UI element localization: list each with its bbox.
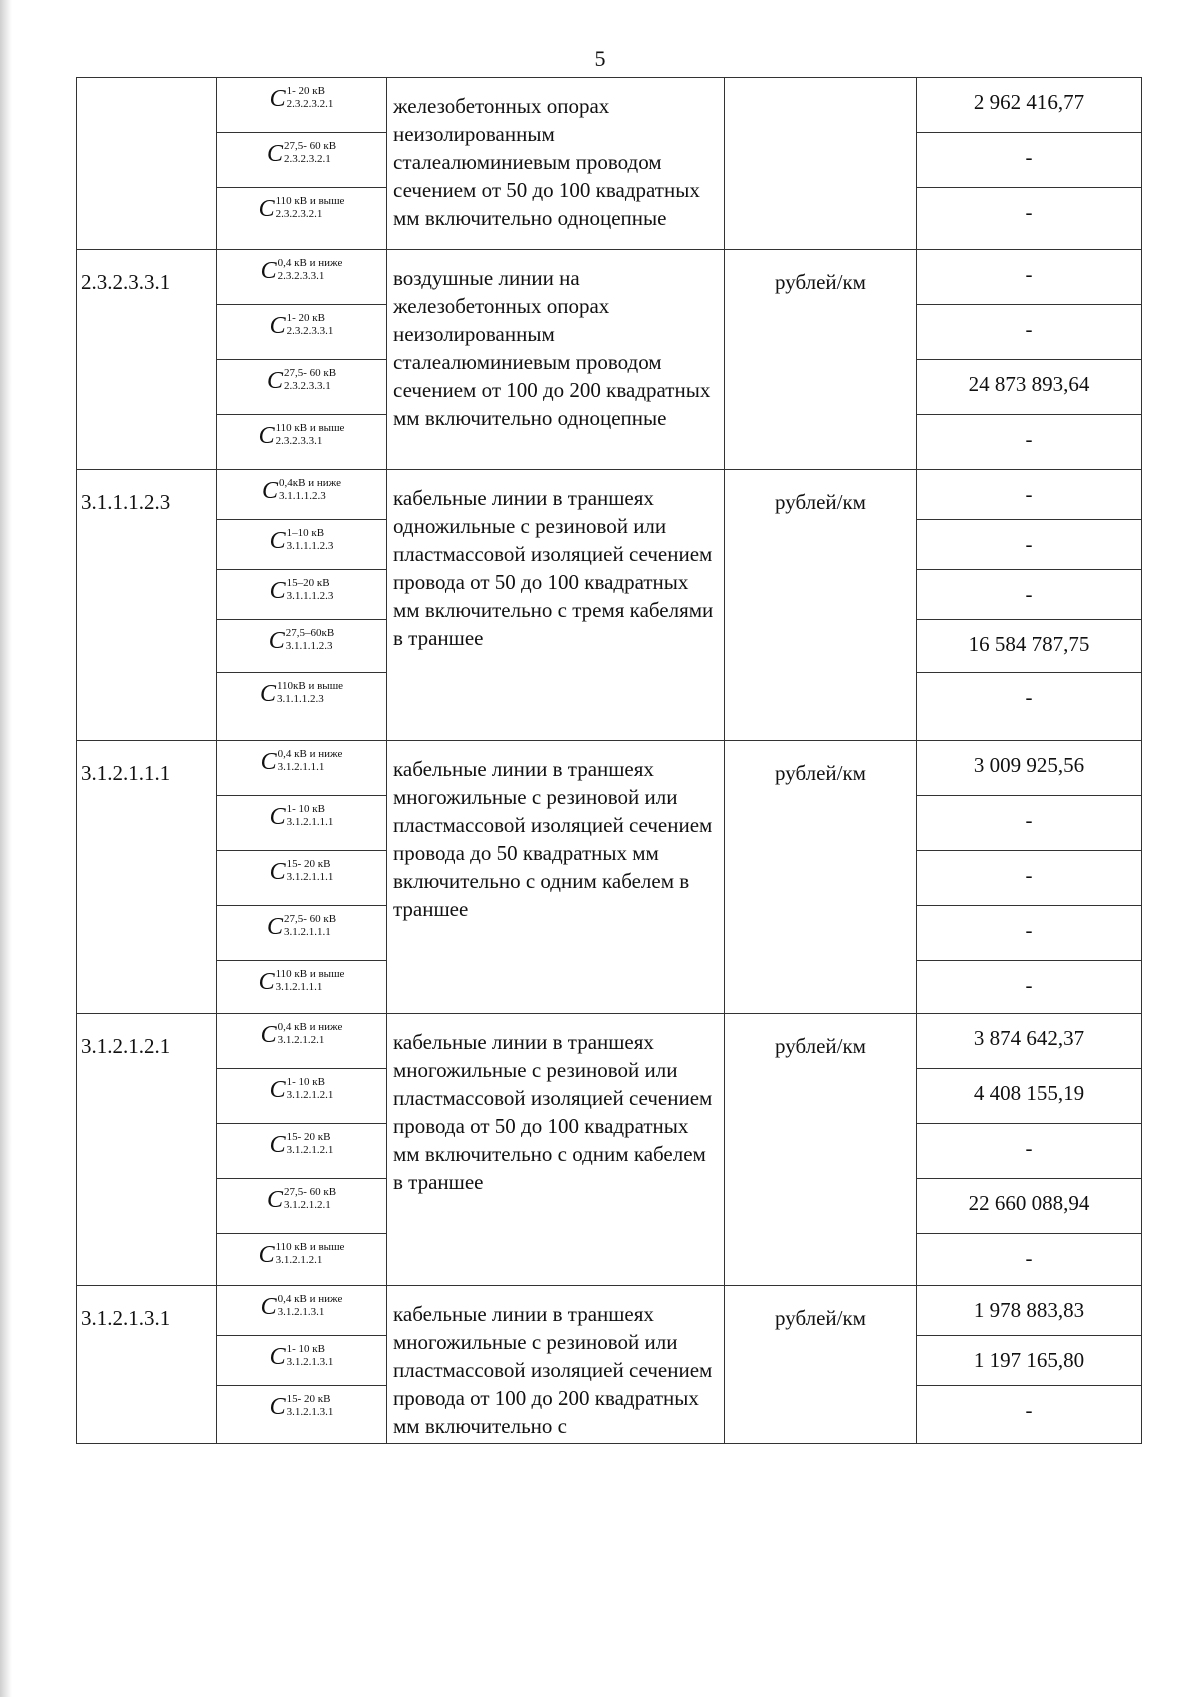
rate-symbol bbox=[217, 961, 387, 1014]
rate-symbol bbox=[217, 1179, 387, 1234]
voltage-superscript: 27,5- 60 кВ bbox=[283, 367, 337, 379]
rate-symbol-indices bbox=[287, 1344, 334, 1368]
voltage-superscript: 1- 10 кВ bbox=[286, 803, 325, 815]
rate-value: 3 874 642,37 bbox=[917, 1014, 1142, 1069]
tariff-table bbox=[76, 77, 1142, 1444]
voltage-superscript: 110 кВ и выше bbox=[275, 422, 345, 434]
rate-symbol-indices bbox=[287, 1132, 334, 1156]
rate-symbol bbox=[217, 796, 387, 851]
item-unit: рублей/км bbox=[725, 741, 917, 1014]
rate-value: - bbox=[917, 520, 1142, 570]
rate-symbol-letter: C bbox=[260, 749, 277, 775]
item-code: 3.1.2.1.2.1 bbox=[77, 1014, 217, 1286]
rate-value: - bbox=[917, 250, 1142, 305]
rate-symbol-letter: C bbox=[269, 528, 286, 554]
rate-symbol-letter: C bbox=[269, 804, 286, 830]
rate-value: 3 009 925,56 bbox=[917, 741, 1142, 796]
rate-symbol-indices bbox=[286, 628, 334, 652]
voltage-superscript: 0,4 кВ и ниже bbox=[277, 257, 343, 269]
rate-symbol bbox=[217, 78, 387, 133]
voltage-superscript: 27,5–60кВ bbox=[285, 627, 335, 639]
rate-value: 2 962 416,77 bbox=[917, 78, 1142, 133]
rate-symbol-letter: C bbox=[266, 141, 283, 167]
code-subscript: 3.1.2.1.1.1 bbox=[283, 926, 331, 938]
voltage-superscript: 1- 20 кВ bbox=[286, 85, 325, 97]
voltage-superscript: 110кВ и выше bbox=[276, 680, 344, 692]
rate-symbol-letter: C bbox=[269, 859, 286, 885]
rate-symbol-letter: C bbox=[269, 1344, 286, 1370]
rate-value: 1 978 883,83 bbox=[917, 1286, 1142, 1336]
voltage-superscript: 15- 20 кВ bbox=[286, 1131, 331, 1143]
code-subscript: 3.1.1.1.2.3 bbox=[286, 590, 334, 602]
rate-value: - bbox=[917, 906, 1142, 961]
rate-symbol-indices bbox=[284, 914, 336, 938]
code-subscript: 3.1.2.1.2.1 bbox=[283, 1199, 331, 1211]
table-row bbox=[77, 470, 1142, 520]
rate-symbol-letter: C bbox=[269, 578, 286, 604]
rate-value: - bbox=[917, 1386, 1142, 1444]
item-code: 2.3.2.3.3.1 bbox=[77, 250, 217, 470]
voltage-superscript: 1- 10 кВ bbox=[286, 1076, 325, 1088]
rate-symbol-indices bbox=[276, 196, 345, 220]
rate-symbol bbox=[217, 415, 387, 470]
voltage-superscript: 110 кВ и выше bbox=[275, 968, 345, 980]
code-subscript: 2.3.2.3.3.1 bbox=[275, 435, 323, 447]
voltage-superscript: 0,4 кВ и ниже bbox=[277, 748, 343, 760]
rate-symbol bbox=[217, 673, 387, 741]
code-subscript: 3.1.2.1.2.1 bbox=[275, 1254, 323, 1266]
rate-symbol-letter: C bbox=[258, 1242, 275, 1268]
code-subscript: 3.1.2.1.2.1 bbox=[277, 1034, 325, 1046]
rate-symbol bbox=[217, 520, 387, 570]
rate-symbol-indices bbox=[278, 258, 343, 282]
item-code: 3.1.1.1.2.3 bbox=[77, 470, 217, 741]
rate-value: 1 197 165,80 bbox=[917, 1336, 1142, 1386]
rate-value: - bbox=[917, 796, 1142, 851]
code-subscript: 3.1.2.1.2.1 bbox=[286, 1089, 334, 1101]
rate-value: - bbox=[917, 188, 1142, 250]
table-row bbox=[77, 1014, 1142, 1069]
voltage-superscript: 1- 10 кВ bbox=[286, 1343, 325, 1355]
code-subscript: 2.3.2.3.2.1 bbox=[283, 153, 331, 165]
rate-symbol bbox=[217, 133, 387, 188]
rate-symbol-indices bbox=[277, 681, 343, 705]
item-unit: рублей/км bbox=[725, 1286, 917, 1444]
rate-symbol-indices bbox=[284, 1187, 336, 1211]
code-subscript: 3.1.1.1.2.3 bbox=[286, 540, 334, 552]
rate-value: - bbox=[917, 133, 1142, 188]
rate-symbol-letter: C bbox=[269, 1077, 286, 1103]
rate-symbol-letter: C bbox=[258, 423, 275, 449]
rate-symbol bbox=[217, 851, 387, 906]
code-subscript: 2.3.2.3.3.1 bbox=[277, 270, 325, 282]
rate-symbol-indices bbox=[287, 528, 334, 552]
item-description: воздушные линии на железобетонных опорах неизолированным сталеалюминиевым проводом сечением от 100 до 200 квадратных мм включительно одноцепные bbox=[387, 250, 725, 470]
code-subscript: 3.1.2.1.3.1 bbox=[286, 1406, 334, 1418]
tariff-table-body bbox=[77, 78, 1142, 1444]
rate-symbol-letter: C bbox=[269, 313, 286, 339]
voltage-superscript: 0,4 кВ и ниже bbox=[277, 1293, 343, 1305]
rate-symbol bbox=[217, 906, 387, 961]
rate-symbol bbox=[217, 1124, 387, 1179]
rate-value: - bbox=[917, 570, 1142, 620]
rate-symbol-indices bbox=[278, 749, 343, 773]
table-row bbox=[77, 1286, 1142, 1336]
code-subscript: 3.1.2.1.1.1 bbox=[286, 816, 334, 828]
voltage-superscript: 15–20 кВ bbox=[286, 577, 330, 589]
rate-symbol bbox=[217, 470, 387, 520]
rate-value: 24 873 893,64 bbox=[917, 360, 1142, 415]
rate-symbol bbox=[217, 1014, 387, 1069]
voltage-superscript: 0,4кВ и ниже bbox=[279, 477, 341, 489]
rate-symbol-indices bbox=[279, 478, 341, 502]
code-subscript: 3.1.1.1.2.3 bbox=[285, 640, 333, 652]
code-subscript: 3.1.2.1.3.1 bbox=[286, 1356, 334, 1368]
rate-symbol bbox=[217, 360, 387, 415]
voltage-superscript: 0,4 кВ и ниже bbox=[277, 1021, 343, 1033]
rate-symbol-letter: C bbox=[269, 1394, 286, 1420]
item-description: железобетонных опорах неизолированным сталеалюминиевым проводом сечением от 50 до 100 квадратных мм включительно одноцепные bbox=[387, 78, 725, 250]
rate-symbol-indices bbox=[278, 1294, 343, 1318]
item-description: кабельные линии в траншеях многожильные с резиновой или пластмассовой изоляцией сечением провода от 100 до 200 квадратных мм включительно с bbox=[387, 1286, 725, 1444]
rate-symbol-indices bbox=[278, 1022, 343, 1046]
item-unit: рублей/км bbox=[725, 470, 917, 741]
rate-symbol bbox=[217, 1386, 387, 1444]
code-subscript: 3.1.1.1.2.3 bbox=[279, 490, 326, 502]
code-subscript: 3.1.2.1.1.1 bbox=[275, 981, 323, 993]
rate-symbol-letter: C bbox=[262, 478, 279, 504]
code-subscript: 2.3.2.3.2.1 bbox=[275, 208, 323, 220]
rate-symbol-letter: C bbox=[260, 1294, 277, 1320]
rate-symbol bbox=[217, 250, 387, 305]
item-code bbox=[77, 78, 217, 250]
rate-symbol-letter: C bbox=[260, 258, 277, 284]
item-unit: рублей/км bbox=[725, 1014, 917, 1286]
rate-value: - bbox=[917, 305, 1142, 360]
rate-value: 16 584 787,75 bbox=[917, 620, 1142, 673]
item-unit: рублей/км bbox=[725, 250, 917, 470]
rate-value: - bbox=[917, 851, 1142, 906]
voltage-superscript: 15- 20 кВ bbox=[286, 858, 331, 870]
rate-value: - bbox=[917, 1234, 1142, 1286]
item-unit bbox=[725, 78, 917, 250]
rate-symbol bbox=[217, 1234, 387, 1286]
rate-symbol bbox=[217, 1069, 387, 1124]
rate-symbol-indices bbox=[276, 423, 345, 447]
rate-symbol-letter: C bbox=[266, 1187, 283, 1213]
code-subscript: 3.1.2.1.2.1 bbox=[286, 1144, 334, 1156]
item-description: кабельные линии в траншеях многожильные с резиновой или пластмассовой изоляцией сечением провода до 50 квадратных мм включительно с одним кабелем в траншее bbox=[387, 741, 725, 1014]
table-row bbox=[77, 741, 1142, 796]
voltage-superscript: 1- 20 кВ bbox=[286, 312, 325, 324]
rate-symbol-indices bbox=[287, 86, 334, 110]
item-code: 3.1.2.1.1.1 bbox=[77, 741, 217, 1014]
rate-symbol-indices bbox=[287, 859, 334, 883]
rate-symbol-indices bbox=[287, 1394, 334, 1418]
code-subscript: 2.3.2.3.2.1 bbox=[286, 98, 334, 110]
voltage-superscript: 15- 20 кВ bbox=[286, 1393, 331, 1405]
voltage-superscript: 110 кВ и выше bbox=[275, 195, 345, 207]
rate-symbol bbox=[217, 620, 387, 673]
item-description: кабельные линии в траншеях одножильные с резиновой или пластмассовой изоляцией сечением провода от 50 до 100 квадратных мм включительно с тремя кабелями в траншее bbox=[387, 470, 725, 741]
rate-symbol-letter: C bbox=[269, 86, 286, 112]
voltage-superscript: 110 кВ и выше bbox=[275, 1241, 345, 1253]
item-description: кабельные линии в траншеях многожильные с резиновой или пластмассовой изоляцией сечением провода от 50 до 100 квадратных мм включительно с одним кабелем в траншее bbox=[387, 1014, 725, 1286]
rate-value: 4 408 155,19 bbox=[917, 1069, 1142, 1124]
rate-symbol-letter: C bbox=[258, 969, 275, 995]
page-number: 5 bbox=[594, 46, 606, 71]
rate-symbol-indices bbox=[287, 578, 334, 602]
rate-symbol bbox=[217, 188, 387, 250]
rate-symbol-indices bbox=[287, 1077, 334, 1101]
code-subscript: 2.3.2.3.3.1 bbox=[283, 380, 331, 392]
rate-symbol-letter: C bbox=[258, 196, 275, 222]
table-row bbox=[77, 250, 1142, 305]
rate-symbol-letter: C bbox=[266, 368, 283, 394]
rate-symbol-letter: C bbox=[259, 681, 276, 707]
rate-value: - bbox=[917, 961, 1142, 1014]
rate-symbol-indices bbox=[276, 969, 345, 993]
voltage-superscript: 27,5- 60 кВ bbox=[283, 1186, 337, 1198]
rate-symbol bbox=[217, 305, 387, 360]
rate-symbol-indices bbox=[276, 1242, 345, 1266]
rate-symbol-indices bbox=[284, 368, 336, 392]
item-code: 3.1.2.1.3.1 bbox=[77, 1286, 217, 1444]
rate-symbol bbox=[217, 741, 387, 796]
code-subscript: 2.3.2.3.3.1 bbox=[286, 325, 334, 337]
voltage-superscript: 27,5- 60 кВ bbox=[283, 913, 337, 925]
voltage-superscript: 27,5- 60 кВ bbox=[283, 140, 337, 152]
rate-symbol-letter: C bbox=[268, 628, 285, 654]
scan-edge-shadow bbox=[0, 0, 12, 1697]
rate-symbol-letter: C bbox=[266, 914, 283, 940]
voltage-superscript: 1–10 кВ bbox=[286, 527, 325, 539]
rate-symbol bbox=[217, 1336, 387, 1386]
code-subscript: 3.1.2.1.1.1 bbox=[286, 871, 334, 883]
table-row bbox=[77, 78, 1142, 133]
code-subscript: 3.1.2.1.3.1 bbox=[277, 1306, 325, 1318]
rate-symbol bbox=[217, 570, 387, 620]
rate-value: - bbox=[917, 470, 1142, 520]
code-subscript: 3.1.2.1.1.1 bbox=[277, 761, 325, 773]
rate-symbol-letter: C bbox=[269, 1132, 286, 1158]
rate-value: - bbox=[917, 415, 1142, 470]
code-subscript: 3.1.1.1.2.3 bbox=[276, 693, 324, 705]
rate-symbol-letter: C bbox=[260, 1022, 277, 1048]
rate-value: 22 660 088,94 bbox=[917, 1179, 1142, 1234]
rate-symbol bbox=[217, 1286, 387, 1336]
rate-symbol-indices bbox=[284, 141, 336, 165]
rate-value: - bbox=[917, 673, 1142, 741]
rate-value: - bbox=[917, 1124, 1142, 1179]
rate-symbol-indices bbox=[287, 804, 334, 828]
rate-symbol-indices bbox=[287, 313, 334, 337]
